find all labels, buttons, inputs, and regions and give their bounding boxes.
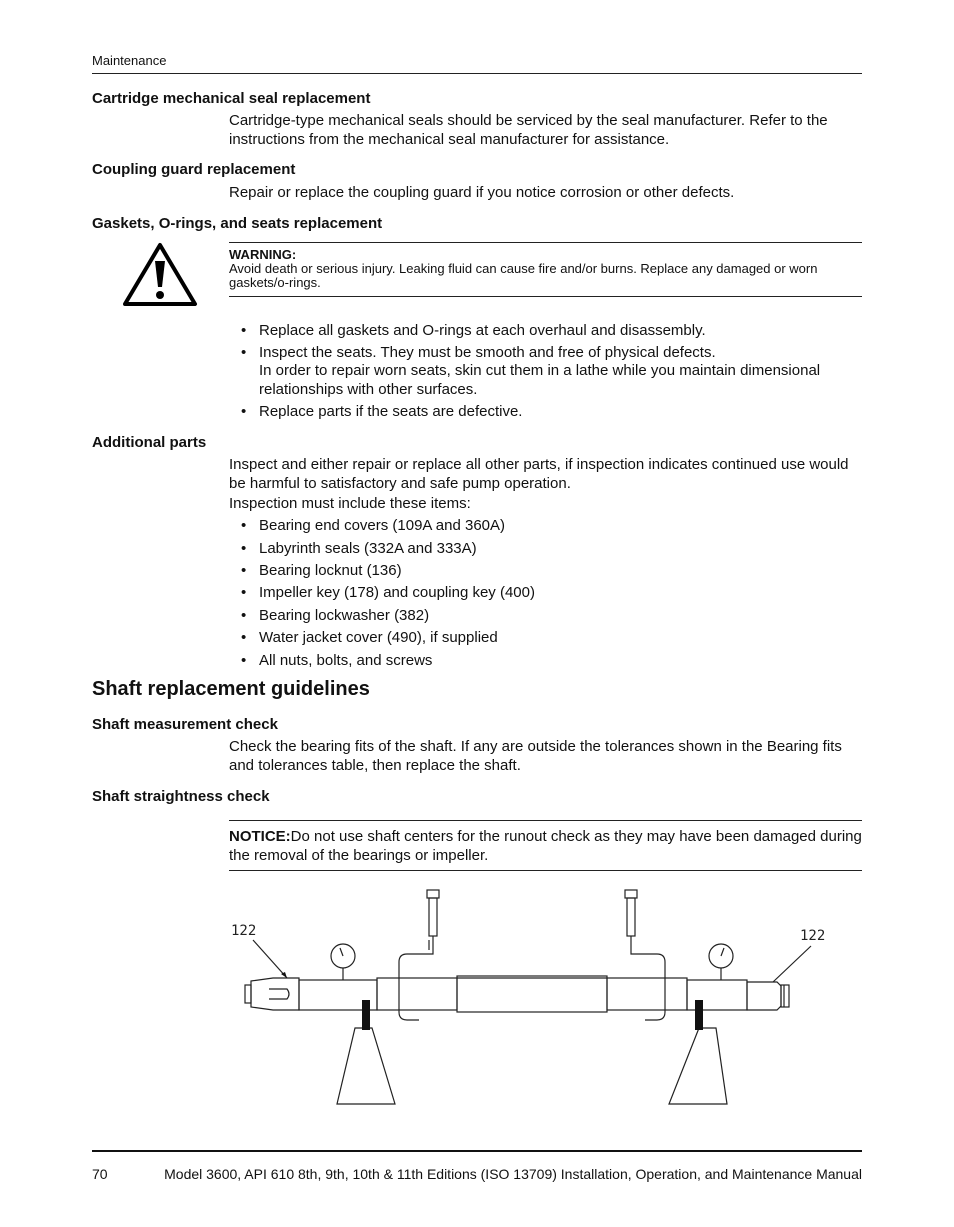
notice-text-1: Do not use shaft centers for the runout check as they may have been damaged during — [290, 828, 862, 845]
right-label-leader — [773, 946, 811, 982]
left-stand-knob — [427, 890, 439, 898]
left-shaft-end — [251, 978, 299, 1010]
left-shaft-tip — [245, 985, 251, 1003]
additional-line-3: Inspection must include these items: — [229, 495, 471, 512]
coupling-heading: Coupling guard replacement — [92, 161, 296, 178]
notice-bottom-rule — [229, 870, 862, 871]
coupling-paragraph: Repair or replace the coupling guard if you notice corrosion or other defects. — [229, 184, 735, 201]
additional-item-3: Bearing locknut (136) — [259, 562, 402, 579]
gasket-bullet-2-cont-1: In order to repair worn seats, skin cut them in a lathe while you maintain dimensional — [259, 362, 821, 379]
figure-label-right: 122 — [800, 928, 826, 944]
header-rule — [92, 73, 862, 74]
additional-line-2: be harmful to satisfactory and safe pump operation. — [229, 475, 571, 492]
notice-line-2: the removal of the bearings or impeller. — [229, 847, 489, 864]
cartridge-paragraph — [229, 111, 862, 149]
additional-paragraph — [229, 455, 862, 513]
cartridge-line-2: instructions from the mechanical seal manufacturer for assistance. — [229, 131, 670, 148]
warning-top-rule — [229, 242, 862, 243]
left-journal — [377, 978, 457, 1010]
right-journal — [607, 978, 687, 1010]
additional-item-4: Impeller key (178) and coupling key (400) — [259, 584, 535, 601]
warning-bottom-rule — [229, 296, 862, 297]
right-v-block — [669, 1028, 727, 1104]
right-shaft-end — [747, 982, 781, 1010]
warning-line-2: gaskets/o-rings. — [229, 275, 321, 290]
shaft-runout-figure — [229, 882, 862, 1112]
footer-rule — [92, 1150, 862, 1152]
center-shaft-section — [457, 976, 607, 1012]
shaft-straightness-heading: Shaft straightness check — [92, 788, 270, 805]
shaft-measurement-line-2: and tolerances table, then replace the shaft. — [229, 757, 521, 774]
warning-box — [229, 248, 862, 290]
shaft-measurement-heading: Shaft measurement check — [92, 716, 278, 733]
additional-line-1: Inspect and either repair or replace all other parts, if inspection indicates continued use would — [229, 456, 849, 473]
notice-label: NOTICE: — [229, 828, 291, 845]
notice-line-1 — [229, 827, 862, 846]
left-v-block — [337, 1028, 395, 1104]
cartridge-heading: Cartridge mechanical seal replacement — [92, 90, 371, 107]
additional-item-7: All nuts, bolts, and screws — [259, 652, 433, 669]
warning-title: WARNING: — [229, 247, 297, 262]
gasket-bullet-2-continuation — [259, 361, 820, 399]
gasket-bullet-2-cont-2: relationships with other surfaces. — [259, 381, 478, 398]
right-support-post — [695, 1000, 703, 1030]
gasket-bullet-1: Replace all gaskets and O-rings at each overhaul and disassembly. — [259, 322, 706, 339]
shaft-measurement-paragraph — [229, 737, 862, 775]
additional-item-5: Bearing lockwasher (382) — [259, 607, 430, 624]
gasket-bullet-3: Replace parts if the seats are defective. — [259, 403, 523, 420]
right-stand-knob — [625, 890, 637, 898]
left-label-leader — [253, 940, 287, 978]
shaft-section-title: Shaft replacement guidelines — [92, 678, 370, 700]
notice-box — [229, 827, 862, 865]
footer-title: Model 3600, API 610 8th, 9th, 10th & 11th Editions (ISO 13709) Installation, Operation, and Maintenance Manual — [164, 1166, 862, 1182]
running-head: Maintenance — [92, 53, 167, 68]
warning-line-1: Avoid death or serious injury. Leaking fluid can cause fire and/or burns. Replace any damaged or worn — [229, 261, 818, 276]
warning-triangle-icon — [122, 241, 198, 307]
figure-label-left: 122 — [231, 923, 257, 939]
additional-item-2: Labyrinth seals (332A and 333A) — [259, 540, 477, 557]
gaskets-heading: Gaskets, O-rings, and seats replacement — [92, 215, 383, 232]
cartridge-line-1: Cartridge-type mechanical seals should be serviced by the seal manufacturer. Refer to the — [229, 112, 828, 129]
additional-item-1: Bearing end covers (109A and 360A) — [259, 517, 505, 534]
left-support-post — [362, 1000, 370, 1030]
notice-top-rule — [229, 820, 862, 821]
page-number: 70 — [92, 1166, 108, 1182]
additional-heading: Additional parts — [92, 434, 207, 451]
additional-item-6: Water jacket cover (490), if supplied — [259, 629, 498, 646]
shaft-measurement-line-1: Check the bearing fits of the shaft. If any are outside the tolerances shown in the Bearing fits — [229, 738, 842, 755]
right-shaft-tip — [781, 985, 789, 1007]
gasket-bullet-2: Inspect the seats. They must be smooth and free of physical defects. — [259, 344, 716, 361]
keyway — [269, 989, 289, 999]
